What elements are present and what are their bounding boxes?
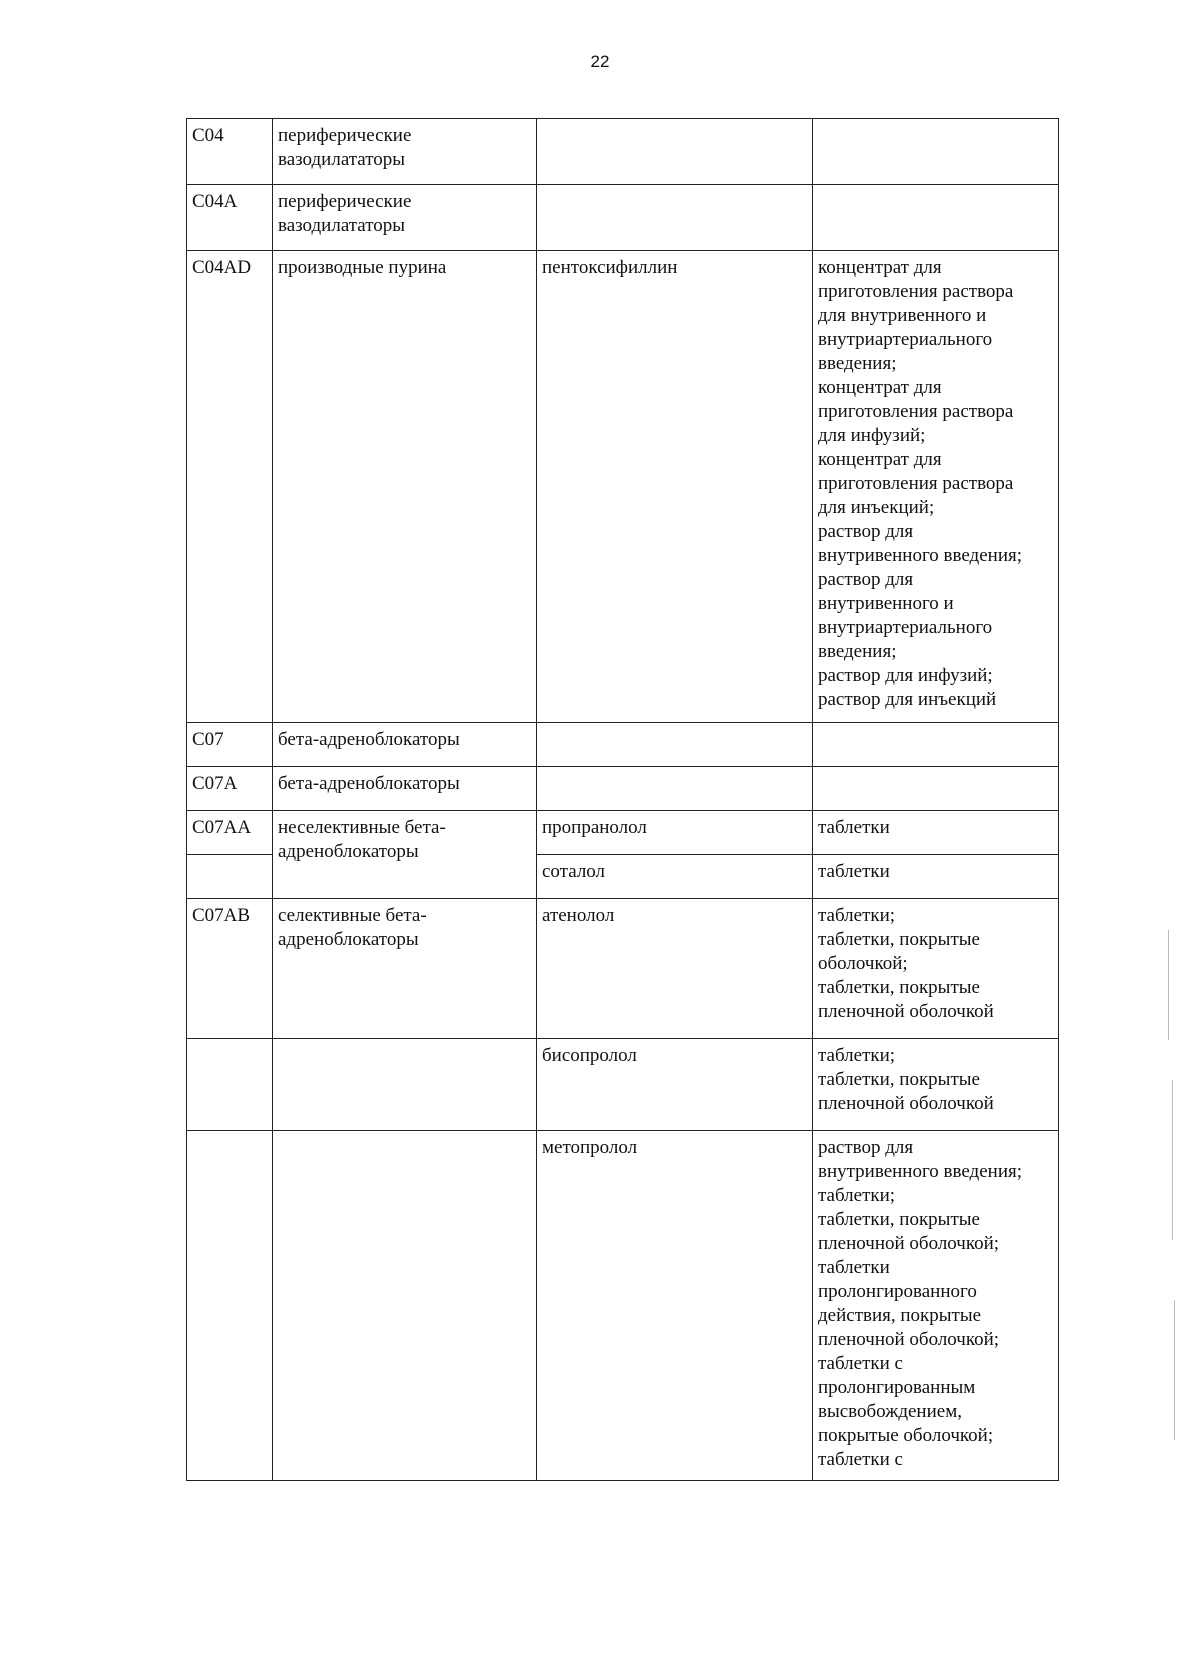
dosage-form-line: приготовления раствора <box>818 281 1014 302</box>
group-name-cell: периферические вазодилататоры <box>273 185 537 251</box>
atc-code-cell <box>187 855 273 899</box>
dosage-form-line: для инфузий; <box>818 425 926 446</box>
drug-name-cell: пропранолол <box>537 811 813 855</box>
dosage-form-line: раствор для <box>818 569 914 590</box>
dosage-form-line: пленочной оболочкой; <box>818 1329 1000 1350</box>
table-row <box>187 723 1059 767</box>
dosage-form-line: раствор для инфузий; <box>818 665 993 686</box>
dosage-form-line: введения; <box>818 641 897 662</box>
dosage-form-line: приготовления раствора <box>818 473 1014 494</box>
group-name-cell: селективные бета- адреноблокаторы <box>273 899 537 1039</box>
dosage-form-line: раствор для <box>818 1137 914 1158</box>
dosage-form-line: внутриартериального <box>818 617 993 638</box>
atc-code-cell: C04A <box>187 185 273 251</box>
dosage-form-line: внутривенного введения; <box>818 545 1023 566</box>
dosage-form-line: пленочной оболочкой; <box>818 1233 1000 1254</box>
scan-artifact-line <box>1168 930 1169 1040</box>
dosage-form-line: таблетки <box>818 817 890 838</box>
dosage-forms-cell <box>813 767 1059 811</box>
dosage-form-line: таблетки; <box>818 905 896 926</box>
dosage-form-line: для внутривенного и <box>818 305 987 326</box>
atc-code-cell: C04AD <box>187 251 273 723</box>
dosage-form-line: таблетки с <box>818 1353 903 1374</box>
drug-name-cell <box>537 767 813 811</box>
medicines-table <box>186 118 1059 1481</box>
table-row <box>187 767 1059 811</box>
dosage-forms-cell <box>813 1131 1059 1481</box>
drug-name-cell: метопролол <box>537 1131 813 1481</box>
group-name-cell: бета-адреноблокаторы <box>273 723 537 767</box>
group-name-cell <box>273 1131 537 1481</box>
dosage-forms-cell <box>813 119 1059 185</box>
dosage-form-line: таблетки <box>818 861 890 882</box>
drug-name-cell <box>537 185 813 251</box>
dosage-form-line: внутривенного и <box>818 593 954 614</box>
drug-name-cell: пентоксифиллин <box>537 251 813 723</box>
dosage-form-line: таблетки, покрытые <box>818 929 980 950</box>
dosage-form-line: пленочной оболочкой <box>818 1001 994 1022</box>
drug-name-cell: бисопролол <box>537 1039 813 1131</box>
table-row <box>187 119 1059 185</box>
dosage-form-line: таблетки; <box>818 1045 896 1066</box>
dosage-forms-cell <box>813 251 1059 723</box>
atc-code-cell <box>187 1131 273 1481</box>
dosage-forms-cell <box>813 899 1059 1039</box>
table-row <box>187 811 1059 855</box>
dosage-forms-cell <box>813 855 1059 899</box>
atc-code-cell: C07A <box>187 767 273 811</box>
scan-artifact-line <box>1174 1300 1175 1440</box>
dosage-form-line: концентрат для <box>818 377 942 398</box>
drug-name-cell <box>537 723 813 767</box>
dosage-form-line: пролонгированным <box>818 1377 976 1398</box>
dosage-form-line: внутриартериального <box>818 329 993 350</box>
table-row <box>187 251 1059 723</box>
dosage-form-line: действия, покрытые <box>818 1305 982 1326</box>
table-row <box>187 899 1059 1039</box>
drug-name-cell: соталол <box>537 855 813 899</box>
dosage-form-line: таблетки <box>818 1257 890 1278</box>
group-name-cell: неселективные бета- адреноблокаторы <box>273 811 537 899</box>
dosage-forms-cell <box>813 1039 1059 1131</box>
dosage-form-line: оболочкой; <box>818 953 908 974</box>
dosage-forms-cell <box>813 723 1059 767</box>
scan-artifact-line <box>1172 1080 1173 1240</box>
dosage-form-line: приготовления раствора <box>818 401 1014 422</box>
atc-code-cell <box>187 1039 273 1131</box>
dosage-form-line: высвобождением, <box>818 1401 962 1422</box>
group-name-cell: периферические вазодилататоры <box>273 119 537 185</box>
dosage-forms-cell <box>813 185 1059 251</box>
group-name-cell <box>273 1039 537 1131</box>
dosage-form-line: для инъекций; <box>818 497 935 518</box>
group-name-cell: производные пурина <box>273 251 537 723</box>
group-name-cell: бета-адреноблокаторы <box>273 767 537 811</box>
table-row <box>187 1039 1059 1131</box>
dosage-form-line: пленочной оболочкой <box>818 1093 994 1114</box>
table-row <box>187 1131 1059 1481</box>
atc-code-cell: C04 <box>187 119 273 185</box>
dosage-form-line: покрытые оболочкой; <box>818 1425 994 1446</box>
dosage-form-line: раствор для <box>818 521 914 542</box>
atc-code-cell: C07AA <box>187 811 273 855</box>
dosage-form-line: таблетки; <box>818 1185 896 1206</box>
dosage-form-line: таблетки, покрытые <box>818 1069 980 1090</box>
dosage-form-line: таблетки с <box>818 1449 903 1470</box>
drug-name-cell <box>537 119 813 185</box>
dosage-form-line: раствор для инъекций <box>818 689 997 710</box>
dosage-form-line: таблетки, покрытые <box>818 977 980 998</box>
dosage-form-line: пролонгированного <box>818 1281 977 1302</box>
dosage-form-line: внутривенного введения; <box>818 1161 1023 1182</box>
atc-code-cell: C07 <box>187 723 273 767</box>
dosage-forms-cell <box>813 811 1059 855</box>
dosage-form-line: концентрат для <box>818 257 942 278</box>
medicines-table-container <box>186 118 1058 1481</box>
atc-code-cell: C07AB <box>187 899 273 1039</box>
table-row <box>187 185 1059 251</box>
drug-name-cell: атенолол <box>537 899 813 1039</box>
dosage-form-line: концентрат для <box>818 449 942 470</box>
dosage-form-line: введения; <box>818 353 897 374</box>
dosage-form-line: таблетки, покрытые <box>818 1209 980 1230</box>
page-number: 22 <box>590 52 610 71</box>
